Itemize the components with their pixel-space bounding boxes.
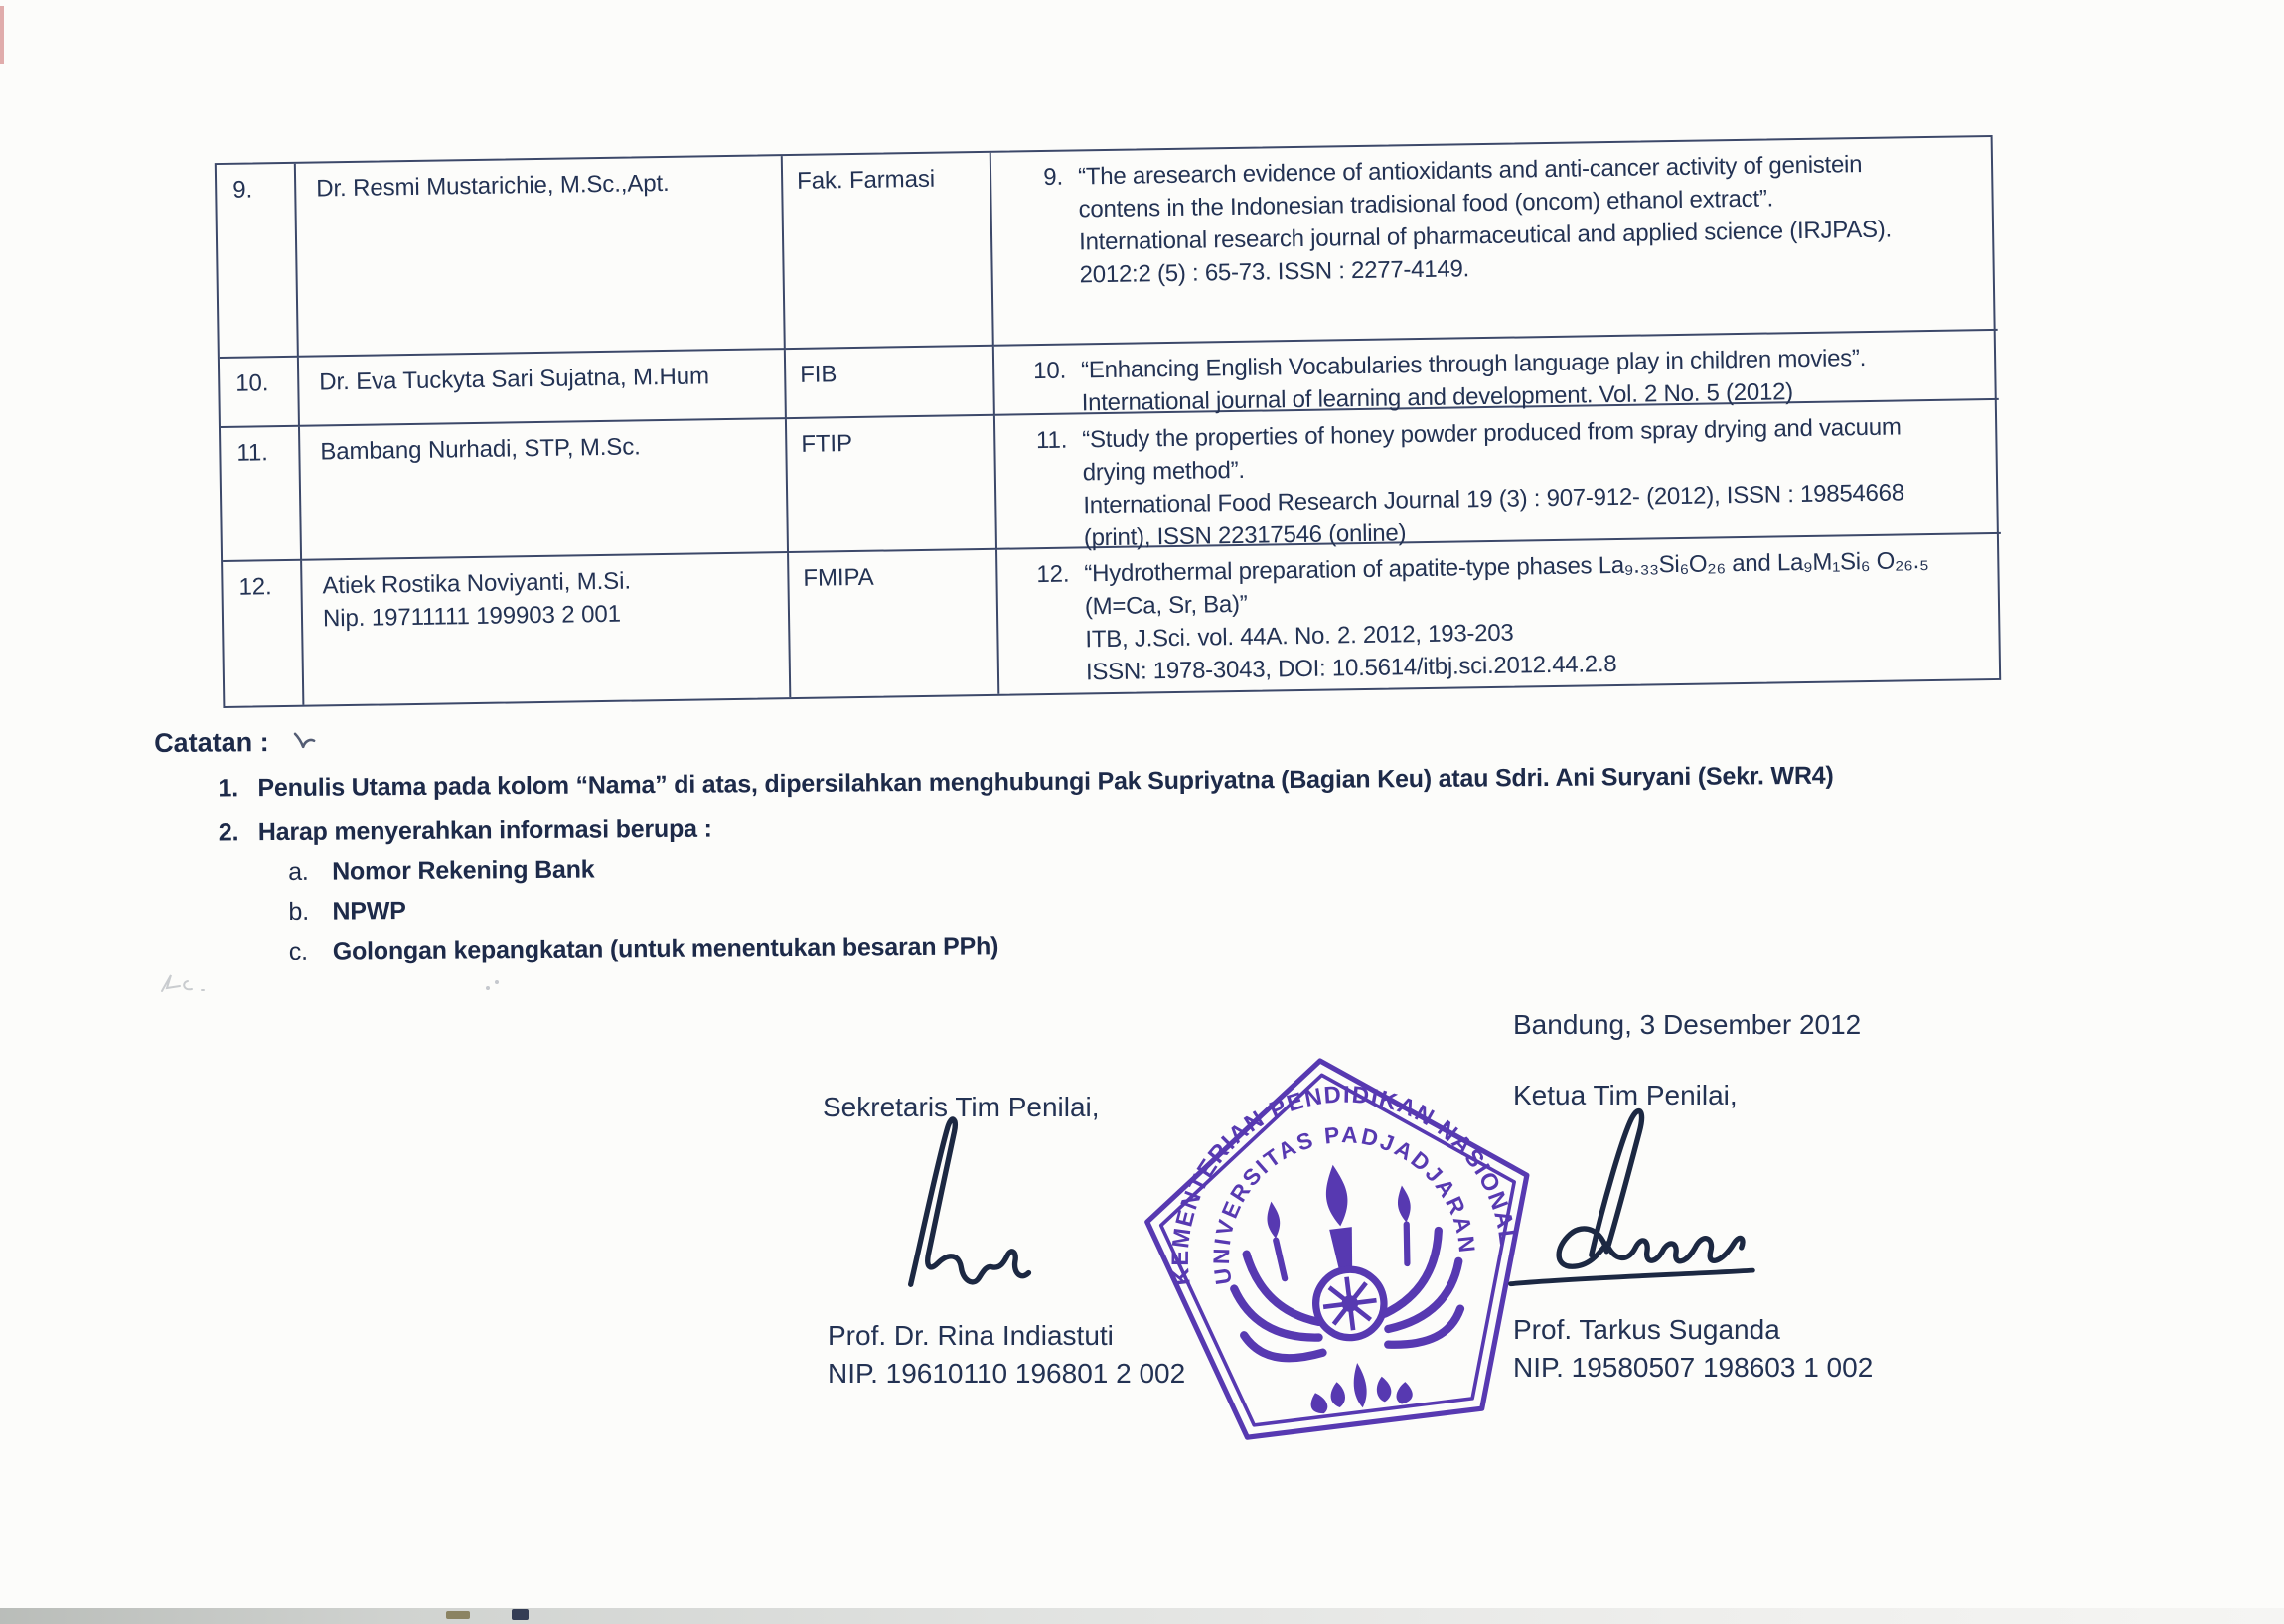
row-number-cell: 12. bbox=[223, 561, 304, 706]
publication-text: “Enhancing English Vocabularies through language play in children movies”. International journal of learning and development. Vol. 2 No. 5 (2012) bbox=[1080, 345, 1867, 417]
faculty-cell: FMIPA bbox=[789, 550, 999, 697]
note-2a-text: Nomor Rekening Bank bbox=[332, 855, 595, 886]
publication-number: 10. bbox=[1032, 357, 1067, 385]
author-name-cell: Dr. Resmi Mustarichie, M.Sc.,Apt. bbox=[296, 156, 786, 358]
left-signer-role: Sekretaris Tim Penilai, bbox=[823, 1092, 1100, 1122]
faculty-cell: FTIP bbox=[787, 416, 997, 553]
note-2c-letter: c. bbox=[288, 937, 308, 965]
scan-speck bbox=[446, 1611, 470, 1619]
publication-cell bbox=[997, 534, 2003, 694]
publications-table bbox=[215, 135, 2001, 708]
note-2b-letter: b. bbox=[288, 897, 310, 926]
signature-tarkus bbox=[1495, 1101, 1793, 1299]
publication-text: “Study the properties of honey powder produced from spray drying and vacuum drying method”. International Food Research Journal 19 (3) : 907-912- (2012), ISSN : 19854668 (print), ISSN 22317546 (online) bbox=[1082, 413, 1905, 552]
notes-section bbox=[154, 713, 2044, 967]
right-signer-role: Ketua Tim Penilai, bbox=[1513, 1080, 1738, 1110]
note-2c-text: Golongan kepangkatan (untuk menentukan besaran PPh) bbox=[332, 932, 999, 965]
scan-edge-artifact bbox=[0, 6, 4, 64]
author-name-cell: Atiek Rostika Noviyanti, M.Si. Nip. 19711111 199903 2 001 bbox=[302, 553, 791, 705]
author-name-cell: Bambang Nurhadi, STP, M.Sc. bbox=[300, 419, 789, 561]
note-1-number: 1. bbox=[218, 774, 239, 803]
scan-bottom-shadow bbox=[0, 1608, 2284, 1624]
pencil-scribble bbox=[157, 971, 221, 999]
row-number-cell: 11. bbox=[221, 427, 302, 562]
note-2-text: Harap menyerahkan informasi berupa : bbox=[257, 814, 712, 847]
scan-speck bbox=[486, 986, 490, 990]
handwritten-tick bbox=[291, 731, 317, 753]
notes-heading: Catatan : bbox=[154, 727, 269, 758]
left-signer-nip: NIP. 19610110 196801 2 002 bbox=[828, 1358, 1186, 1389]
right-signer-name: Prof. Tarkus Suganda bbox=[1513, 1314, 1780, 1345]
publication-cell bbox=[995, 400, 2001, 550]
scan-speck bbox=[512, 1609, 529, 1620]
faculty-cell: FIB bbox=[786, 347, 995, 419]
row-number-cell: 10. bbox=[220, 358, 300, 428]
date-place: Bandung, 3 Desember 2012 bbox=[1513, 1009, 1862, 1040]
right-signer-nip: NIP. 19580507 198603 1 002 bbox=[1513, 1352, 1874, 1383]
publication-number: 9. bbox=[1043, 163, 1064, 191]
faculty-cell: Fak. Farmasi bbox=[783, 153, 994, 350]
stamp-inner-text: UNIVERSITAS PADJADJARAN bbox=[1208, 1121, 1481, 1287]
note-2a-letter: a. bbox=[288, 857, 309, 886]
row-number-cell: 9. bbox=[217, 164, 299, 359]
publication-text: “Hydrothermal preparation of apatite-type phases La₉.₃₃Si₆O₂₆ and La₉M₁Si₆ O₂₆.₅ (M=Ca, Sr, Ba)” ITB, J.Sci. vol. 44A. No. 2. 2012, 193-203 ISSN: 1978-3043, DOI: 10.5614/itbj.sci.2012.44.2.8 bbox=[1084, 547, 1929, 686]
publication-cell bbox=[991, 137, 1998, 347]
note-2b-text: NPWP bbox=[332, 897, 406, 926]
left-signer-name: Prof. Dr. Rina Indiastuti bbox=[828, 1320, 1114, 1351]
stamp-outer-text: KEMENTERIAN PENDIDIKAN NASIONAL bbox=[1166, 1081, 1522, 1287]
author-name-cell: Dr. Eva Tuckyta Sari Sujatna, M.Hum bbox=[299, 350, 787, 427]
note-1-text: Penulis Utama pada kolom “Nama” di atas, dipersilahkan menghubungi Pak Supriyatna (Bagian Keu) atau Sdri. Ani Suryani (Sekr. WR4) bbox=[257, 761, 1834, 803]
scan-speck bbox=[495, 980, 499, 984]
publication-number: 11. bbox=[1035, 426, 1068, 455]
publication-number: 12. bbox=[1036, 560, 1070, 589]
signature-rina bbox=[879, 1110, 1103, 1294]
publication-text: “The aresearch evidence of antioxidants and anti-cancer activity of genistein contens in the Indonesian tradisional food (oncom) ethanol extract”. International research journal of pharmaceutical and applied science (IRJPAS). 2012:2 (5) : 65-73. ISSN : 2277-4149. bbox=[1077, 151, 1893, 289]
note-2-number: 2. bbox=[218, 818, 239, 847]
